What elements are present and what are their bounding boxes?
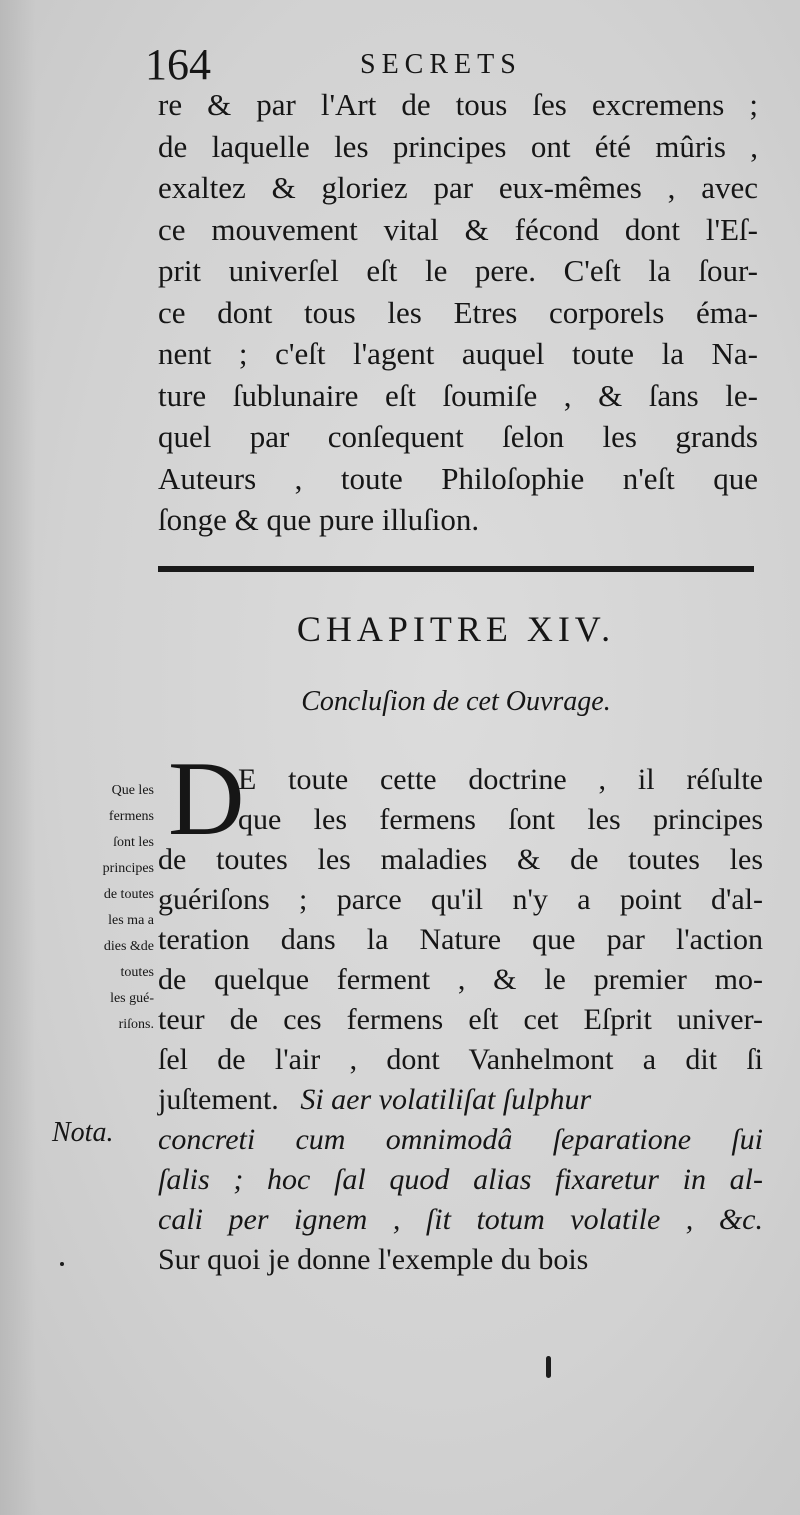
margin-note-line: les gué- xyxy=(110,991,154,1006)
margin-note-line: ſont les xyxy=(113,835,154,850)
text-line: E toute cette doctrine , il réſulte xyxy=(238,763,763,796)
text-line: ture ſublunaire eſt ſoumiſe , & ſans le- xyxy=(158,377,758,413)
text-line: de toutes les maladies & de toutes les xyxy=(158,843,763,876)
drop-cap: D xyxy=(168,740,245,857)
text-line: teur de ces fermens eſt cet Eſprit univer- xyxy=(158,1003,763,1036)
text-line: ce dont tous les Etres corporels éma- xyxy=(158,294,758,330)
margin-note-line: les ma a xyxy=(108,913,154,928)
ink-speck xyxy=(546,1356,551,1378)
text-line: nent ; c'eſt l'agent auquel toute la Na- xyxy=(158,336,758,371)
text-line: Sur quoi je donne l'exemple du bois xyxy=(158,1243,589,1276)
margin-note-line: fermens xyxy=(108,809,154,824)
margin-note-line: toutes xyxy=(120,965,154,980)
latin-quotation: Si aer volatiliſat ſulphur xyxy=(300,1083,592,1116)
margin-note-line: principes xyxy=(102,861,154,876)
body-text xyxy=(158,84,758,541)
text-line: de laquelle les principes ont été mûris , xyxy=(158,128,758,164)
text-line: quel par conſequent ſelon les grands xyxy=(158,419,758,454)
text-line: ſel de l'air , dont Vanhelmont a dit ſi xyxy=(158,1043,763,1076)
text-line: ce mouvement vital & fécond dont l'Eſ- xyxy=(158,211,758,247)
chapter-title: CHAPITRE XIV. xyxy=(296,609,616,649)
chapter-subtitle: Concluſion de cet Ouvrage. xyxy=(301,686,611,717)
chapter-text xyxy=(158,760,763,1280)
latin-line: concreti cum omnimodâ ſeparatione ſui xyxy=(158,1123,763,1156)
text-line: de quelque ferment , & le premier mo- xyxy=(158,963,763,996)
margin-note-line: Que les xyxy=(111,783,154,798)
text-line: prit univerſel eſt le pere. C'eſt la ſour- xyxy=(158,253,758,288)
page-header xyxy=(145,40,755,90)
nota-margin-label: Nota. xyxy=(52,1117,114,1148)
text-line: re & par l'Art de tous ſes excremens ; xyxy=(158,87,758,122)
margin-note-line: riſons. xyxy=(118,1017,154,1032)
text-line: exaltez & gloriez par eux-mêmes , avec xyxy=(158,170,758,205)
margin-note xyxy=(42,778,154,1038)
section-divider-rule xyxy=(158,566,754,572)
page-gutter-shadow xyxy=(0,0,36,1515)
text-fragment: juſtement. xyxy=(158,1083,279,1116)
text-line: ſonge & que pure illuſion. xyxy=(158,502,480,537)
latin-line: ſalis ; hoc ſal quod alias fixaretur in al- xyxy=(158,1163,763,1196)
text-line: Auteurs , toute Philoſophie n'eſt que xyxy=(158,460,758,496)
text-line: teration dans la Nature que par l'action xyxy=(158,923,763,956)
margin-note-line: dies &de xyxy=(103,939,154,954)
page-number: 164 xyxy=(145,40,211,89)
ink-speck xyxy=(60,1262,64,1266)
margin-note-line: de toutes xyxy=(103,887,154,902)
text-line: que les fermens ſont les principes xyxy=(238,803,763,836)
text-line-with-latin xyxy=(158,1080,763,1120)
running-head: SECRETS xyxy=(360,49,522,80)
text-line: guériſons ; parce qu'il n'y a point d'al- xyxy=(158,883,763,916)
latin-line: cali per ignem , ſit totum volatile , &c. xyxy=(158,1203,763,1236)
